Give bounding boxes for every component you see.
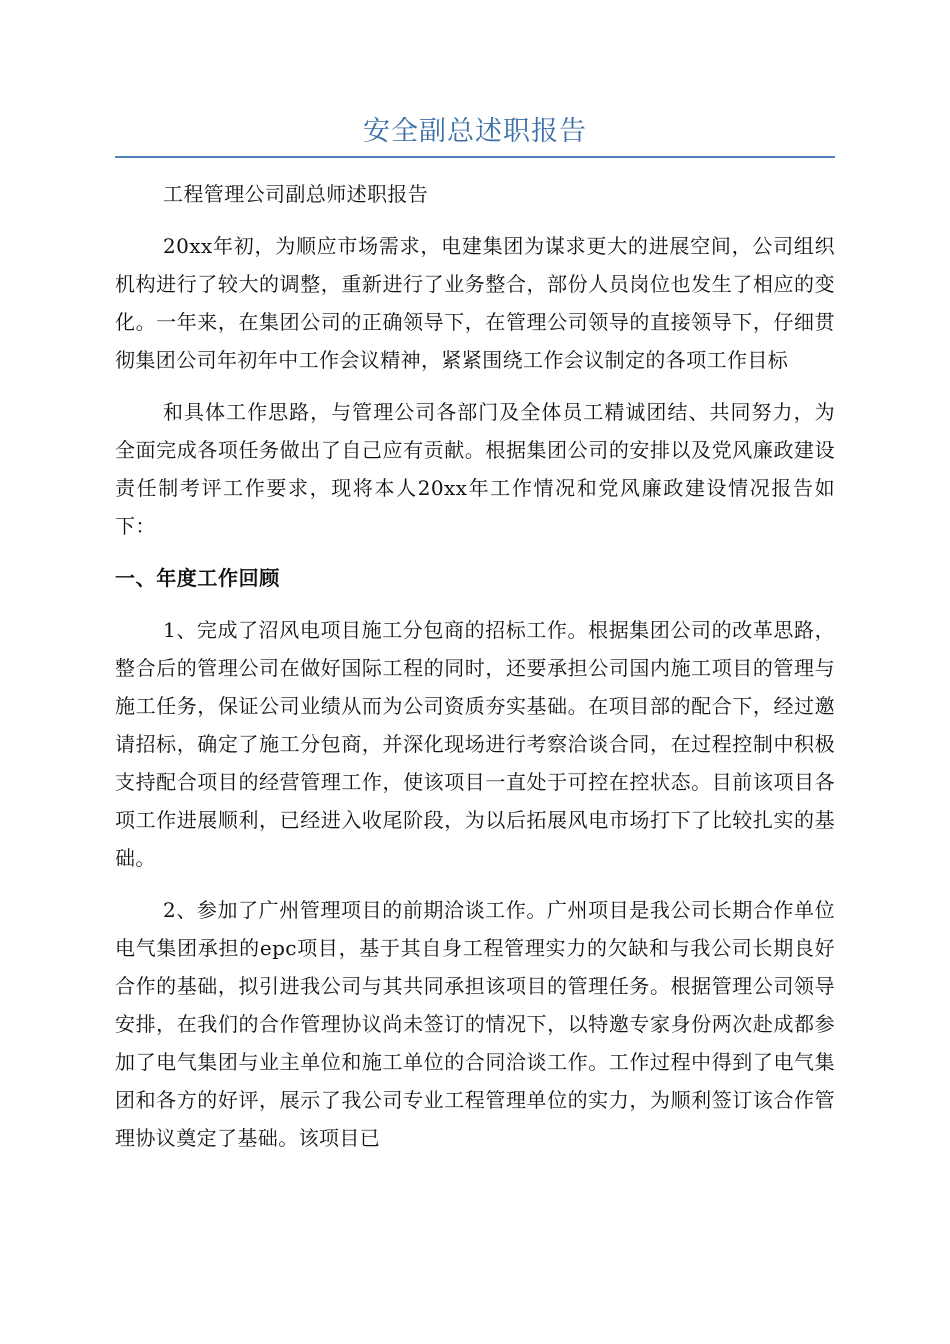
title-block bbox=[115, 112, 835, 158]
paragraph-gap bbox=[115, 213, 835, 227]
document-title: 安全副总述职报告 bbox=[363, 116, 587, 147]
paragraph-gap bbox=[115, 597, 835, 611]
document-body bbox=[115, 175, 835, 1157]
paragraph-gap bbox=[115, 877, 835, 891]
section-heading: 一、年度工作回顾 bbox=[115, 566, 280, 590]
section-paragraph-1: 1、完成了沼风电项目施工分包商的招标工作。根据集团公司的改革思路，整合后的管理公司在做好国际工程的同时，还要承担公司国内施工项目的管理与施工任务，保证公司业绩从而为公司资质夯实基础。在项目部的配合下，经过邀请招标，确定了施工分包商，并深化现场进行考察洽谈合同，在过程控制中积极支持配合项目的经营管理工作，使该项目一直处于可控在控状态。目前该项目各项工作进展顺利，已经进入收尾阶段，为以后拓展风电市场打下了比较扎实的基础。 bbox=[115, 618, 835, 870]
section-paragraph-2: 2、参加了广州管理项目的前期洽谈工作。广州项目是我公司长期合作单位电气集团承担的epc项目，基于其自身工程管理实力的欠缺和与我公司长期良好合作的基础，拟引进我公司与其共同承担该项目的管理任务。根据管理公司领导安排，在我们的合作管理协议尚未签订的情况下，以特邀专家身份两次赴成都参加了电气集团与业主单位和施工单位的合同洽谈工作。工作过程中得到了电气集团和各方的好评，展示了我公司专业工程管理单位的实力，为顺利签订该合作管理协议奠定了基础。该项目已 bbox=[115, 898, 835, 1150]
intro-paragraph-1: 20xx年初，为顺应市场需求，电建集团为谋求更大的进展空间，公司组织机构进行了较大的调整，重新进行了业务整合，部份人员岗位也发生了相应的变化。一年来，在集团公司的正确领导下，在管理公司领导的直接领导下，仔细贯彻集团公司年初年中工作会议精神，紧紧围绕工作会议制定的各项工作目标 bbox=[115, 234, 835, 372]
intro-paragraph-2: 和具体工作思路，与管理公司各部门及全体员工精诚团结、共同努力，为全面完成各项任务做出了自己应有贡献。根据集团公司的安排以及党风廉政建设责任制考评工作要求，现将本人20xx年工作情况和党风廉政建设情况报告如下： bbox=[115, 400, 835, 538]
paragraph-gap bbox=[115, 545, 835, 559]
subtitle-paragraph: 工程管理公司副总师述职报告 bbox=[163, 182, 429, 206]
paragraph-gap bbox=[115, 379, 835, 393]
